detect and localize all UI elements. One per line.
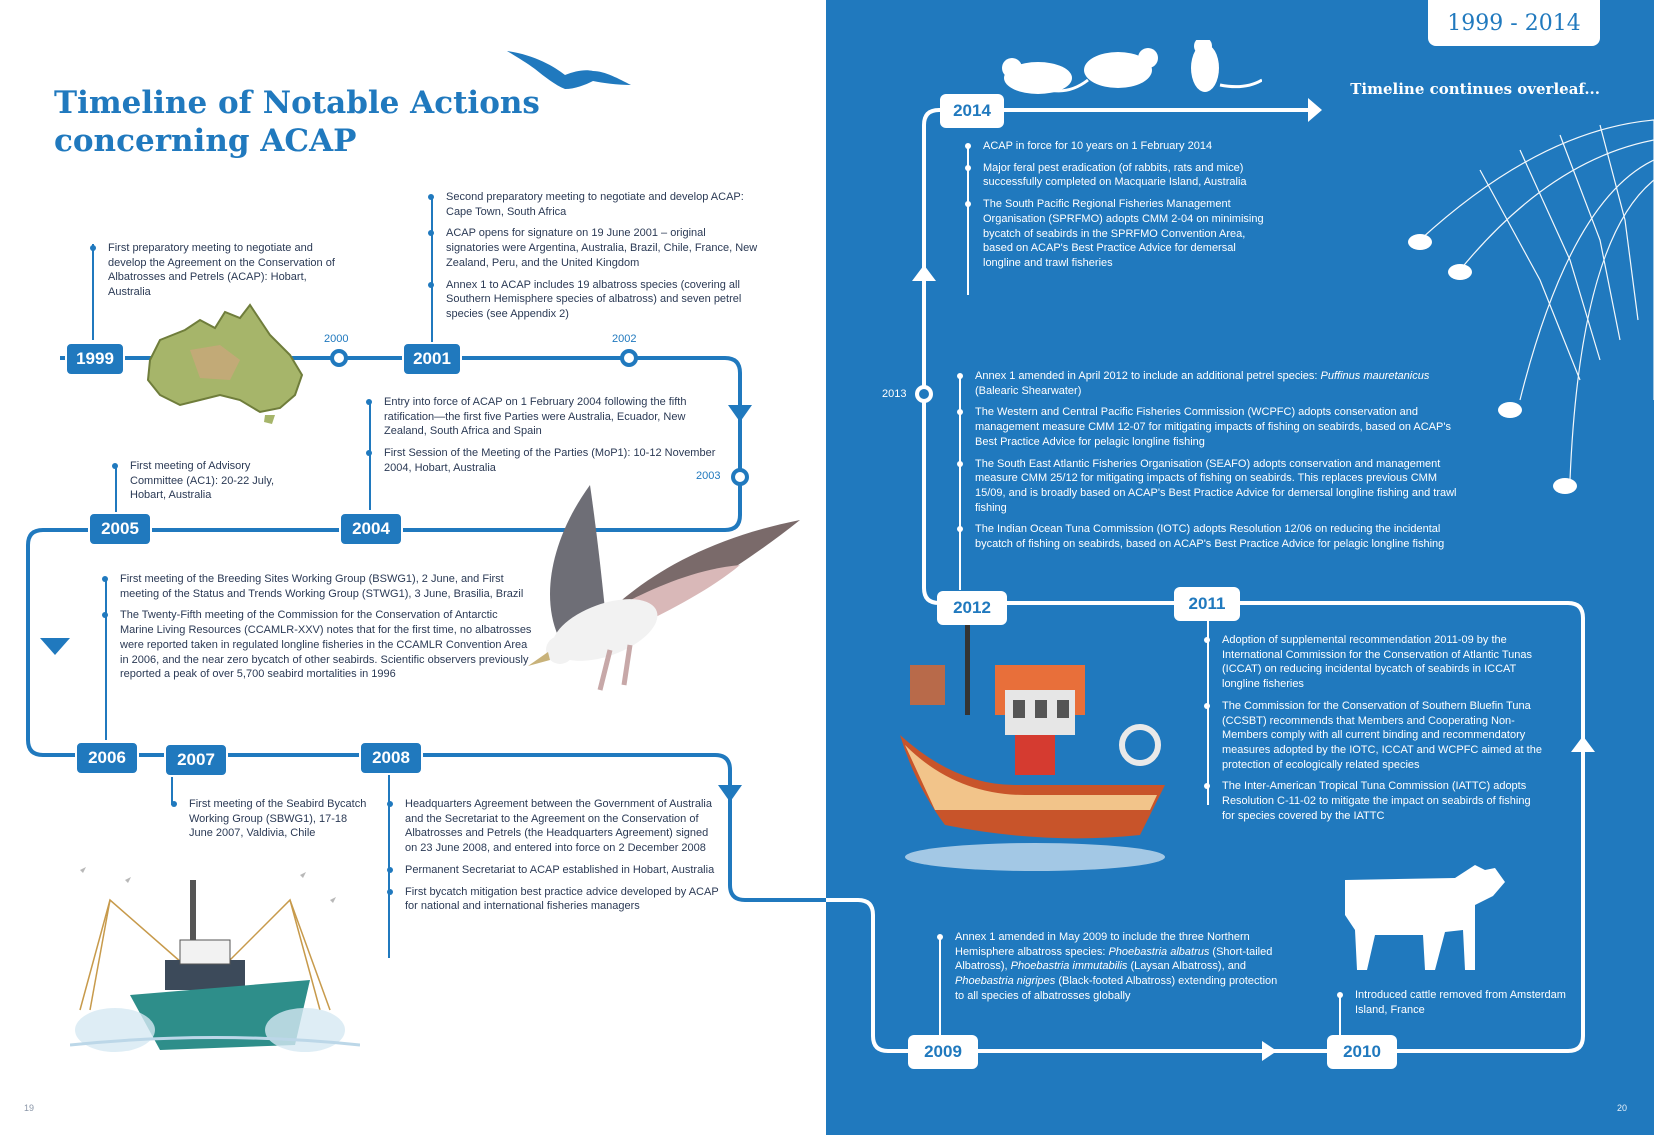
arrow-down-2005 <box>40 638 70 655</box>
year-badge-2006: 2006 <box>75 741 139 775</box>
event-item: The Twenty-Fifth meeting of the Commission for the Conservation of Antarctic Marine Living Resources (CCAMLR-XXV) notes that for the first time, no albatrosses were reported taken in regulated longline fisheries in the CCAMLR Convention Area in 2006, and the near zero bycatch of other seabirds. Scientific observers previously reported a peak of over 5,700 seabird mortalities in 1996 <box>104 608 534 682</box>
event-item: First meeting of Advisory Committee (AC1): 20-22 July, Hobart, Australia <box>114 459 304 503</box>
page-number-left: 19 <box>24 1103 35 1113</box>
event-item: First bycatch mitigation best practice advice developed by ACAP for national and international fisheries managers <box>389 885 719 914</box>
event-item: Annex 1 amended in May 2009 to include the three Northern Hemisphere albatross species: Phoebastria albatrus (Short-tailed Albatross), Phoebastria immutabilis (Laysan Albatross), and Phoebastria nigripes (Black-footed Albatross) extending protection to all species of albatrosses globally <box>939 930 1279 1004</box>
year-label-2013: 2013 <box>882 388 907 400</box>
year-dot-2000 <box>332 351 346 365</box>
event-item: Introduced cattle removed from Amsterdam Island, France <box>1339 988 1569 1017</box>
year-label-2003: 2003 <box>696 470 721 482</box>
arrow-up-2013 <box>912 265 936 281</box>
arrow-down-2003 <box>728 405 752 422</box>
event-item: Major feral pest eradication (of rabbits, rats and mice) successfully completed on Macquarie Island, Australia <box>967 161 1267 190</box>
event-item: The Western and Central Pacific Fisheries Commission (WCPFC) adopts conservation and management measure CMM 12-07 for mitigating impacts of fishing on seabirds, based on ACAP's Best Practice Advice for pelagic longline fishing <box>959 405 1459 449</box>
events-2009 <box>939 930 1279 1004</box>
event-item: Annex 1 amended in April 2012 to include an additional petrel species: Puffinus mauretanicus (Balearic Shearwater) <box>959 369 1459 398</box>
albatross-illustration <box>520 480 805 725</box>
date-range-label: 1999 - 2014 <box>1428 0 1600 46</box>
year-badge-2012: 2012 <box>937 591 1007 625</box>
event-item: Second preparatory meeting to negotiate and develop ACAP: Cape Town, South Africa <box>430 190 760 219</box>
year-badge-2007: 2007 <box>164 743 228 777</box>
event-item: ACAP in force for 10 years on 1 February 2014 <box>967 139 1267 154</box>
fishing-boat-illustration <box>895 595 1175 885</box>
arrow-right-2009 <box>1262 1041 1277 1061</box>
year-badge-2009: 2009 <box>908 1035 978 1069</box>
continues-note: Timeline continues overleaf... <box>1350 80 1600 98</box>
event-item: Headquarters Agreement between the Government of Australia and the Secretariat to the Agreement on the Conservation of Albatrosses and Petrels (the Headquarters Agreement) signed on 23 June 2008, and entered into force on 2 December 2008 <box>389 797 719 856</box>
events-2005 <box>114 459 304 503</box>
event-item: The South East Atlantic Fisheries Organisation (SEAFO) adopts conservation and management measure CMM 25/12 for mitigating impacts of fishing on seabirds. This replaces previous CMM 15/09, and is broadly based on ACAP's Best Practice Advice for demersal longline fishing and trawl fishing <box>959 457 1459 516</box>
events-2001 <box>430 190 760 322</box>
year-label-2000: 2000 <box>324 333 349 345</box>
events-2011 <box>1206 633 1546 823</box>
year-badge-1999: 1999 <box>65 342 125 376</box>
year-badge-2001: 2001 <box>402 342 462 376</box>
event-item: The Commission for the Conservation of Southern Bluefin Tuna (CCSBT) recommends that Members and Cooperating Non-Members comply with all current binding and recommendatory measures adopted by the IOTC, ICCAT and WCPFC aimed at the protection of ecologically related species <box>1206 699 1546 773</box>
event-item: The Inter-American Tropical Tuna Commission (IATTC) adopts Resolution C-11-02 to mitigate the impact on seabirds of fishing for species covered by the IATTC <box>1206 779 1546 823</box>
arrow-down-2008 <box>718 785 742 802</box>
year-badge-2008: 2008 <box>359 741 423 775</box>
event-item: Entry into force of ACAP on 1 February 2004 following the fifth ratification—the first five Parties were Australia, Ecuador, New Zealand, South Africa and Spain <box>368 395 718 439</box>
year-badge-2005: 2005 <box>88 512 152 546</box>
event-item: First Session of the Meeting of the Parties (MoP1): 10-12 November 2004, Hobart, Australia <box>368 446 718 475</box>
year-label-2002: 2002 <box>612 333 637 345</box>
year-badge-2004: 2004 <box>339 512 403 546</box>
event-item: ACAP opens for signature on 19 June 2001 – original signatories were Argentina, Australia, Brazil, Chile, France, New Zealand, Peru, and the United Kingdom <box>430 226 760 270</box>
events-2014 <box>967 139 1267 271</box>
event-item: First preparatory meeting to negotiate and develop the Agreement on the Conservation of Albatrosses and Petrels (ACAP): Hobart, Australia <box>92 241 342 300</box>
year-dot-2002 <box>622 351 636 365</box>
year-badge-2014: 2014 <box>940 94 1004 128</box>
year-badge-2011: 2011 <box>1174 587 1240 621</box>
page-title: Timeline of Notable Actions concerning ACAP <box>54 85 540 159</box>
arrow-right-2014 <box>1308 98 1322 122</box>
cattle-silhouette-icon <box>1335 860 1510 980</box>
year-dot-2013 <box>917 387 931 401</box>
event-item: The Indian Ocean Tuna Commission (IOTC) adopts Resolution 12/06 on reducing the incidental bycatch of fishing on seabirds, based on ACAP's Best Practice Advice for pelagic longline fishing <box>959 522 1459 551</box>
year-badge-2010: 2010 <box>1327 1035 1397 1069</box>
trawler-illustration <box>70 860 360 1060</box>
arrow-up-2010 <box>1571 736 1595 752</box>
event-item: The South Pacific Regional Fisheries Management Organisation (SPRFMO) adopts CMM 2-04 on minimising bycatch of seabirds in the SPRFMO Convention Area, based on ACAP's Best Practice Advice for demersal longline and trawl fisheries <box>967 197 1267 271</box>
event-item: Permanent Secretariat to ACAP established in Hobart, Australia <box>389 863 719 878</box>
events-2004 <box>368 395 718 476</box>
event-item: First meeting of the Seabird Bycatch Working Group (SBWG1), 17-18 June 2007, Valdivia, Chile <box>173 797 373 841</box>
events-2012 <box>959 369 1459 552</box>
event-item: Adoption of supplemental recommendation 2011-09 by the International Commission for the Conservation of Atlantic Tunas (ICCAT) on reducing incidental bycatch of seabirds in ICCAT longline fisheries <box>1206 633 1546 692</box>
events-2008 <box>389 797 719 914</box>
event-item: First meeting of the Breeding Sites Working Group (BSWG1), 2 June, and First meeting of the Status and Trends Working Group (STWG1), 3 June, Brasilia, Brazil <box>104 572 534 601</box>
feral-pests-silhouette-icon <box>1000 40 1262 95</box>
events-1999 <box>92 241 342 300</box>
page-number-right: 20 <box>1617 1103 1628 1113</box>
event-item: Annex 1 to ACAP includes 19 albatross species (covering all Southern Hemisphere species of albatross) and seven petrel species (see Appendix 2) <box>430 278 760 322</box>
events-2006 <box>104 572 534 682</box>
australia-map-icon <box>140 300 310 425</box>
events-2007 <box>173 797 373 841</box>
albatross-silhouette-icon <box>505 45 633 95</box>
events-2010 <box>1339 988 1569 1017</box>
